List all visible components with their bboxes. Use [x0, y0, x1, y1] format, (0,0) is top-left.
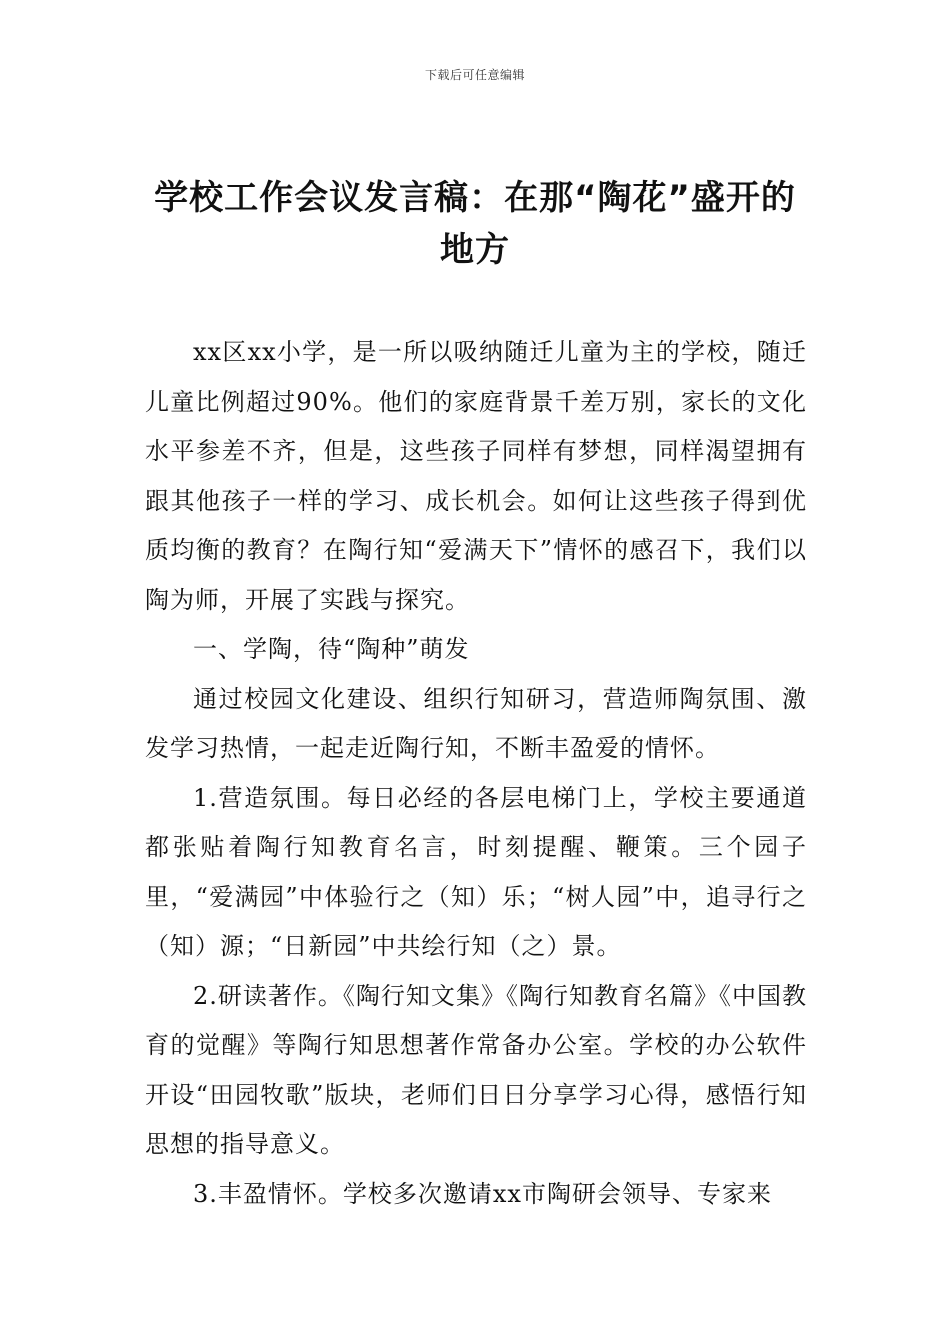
- page-header-note: 下载后可任意编辑: [424, 68, 525, 82]
- document-body: [145, 328, 807, 1219]
- paragraph-item-3: 3.丰盈情怀。学校多次邀请xx市陶研会领导、专家来: [193, 1179, 772, 1208]
- paragraph-item-1: 1.营造氛围。每日必经的各层电梯门上，学校主要通道都张贴着陶行知教育名言，时刻提醒、鞭策。三个园子里，“爱满园”中体验行之（知）乐；“树人园”中，追寻行之（知）源；“日新园”中共绘行知（之）景。: [145, 783, 807, 960]
- section-heading-1: 一、学陶，待“陶种”萌发: [193, 635, 470, 663]
- document-title: 学校工作会议发言稿：在那“陶花”盛开的地方: [154, 178, 796, 270]
- paragraph-section-1-intro: 通过校园文化建设、组织行知研习，营造师陶氛围、激发学习热情，一起走近陶行知，不断丰盈爱的情怀。: [145, 684, 807, 762]
- paragraph-item-2: 2.研读著作。《陶行知文集》《陶行知教育名篇》《中国教育的觉醒》等陶行知思想著作常备办公室。学校的办公软件开设“田园牧歌”版块，老师们日日分享学习心得，感悟行知思想的指导意义。: [145, 981, 807, 1158]
- paragraph-intro: xx区xx小学，是一所以吸纳随迁儿童为主的学校，随迁儿童比例超过90%。他们的家庭背景千差万别，家长的文化水平参差不齐，但是，这些孩子同样有梦想，同样渴望拥有跟其他孩子一样的学习、成长机会。如何让这些孩子得到优质均衡的教育？在陶行知“爱满天下”情怀的感召下，我们以陶为师，开展了实践与探究。: [145, 338, 807, 614]
